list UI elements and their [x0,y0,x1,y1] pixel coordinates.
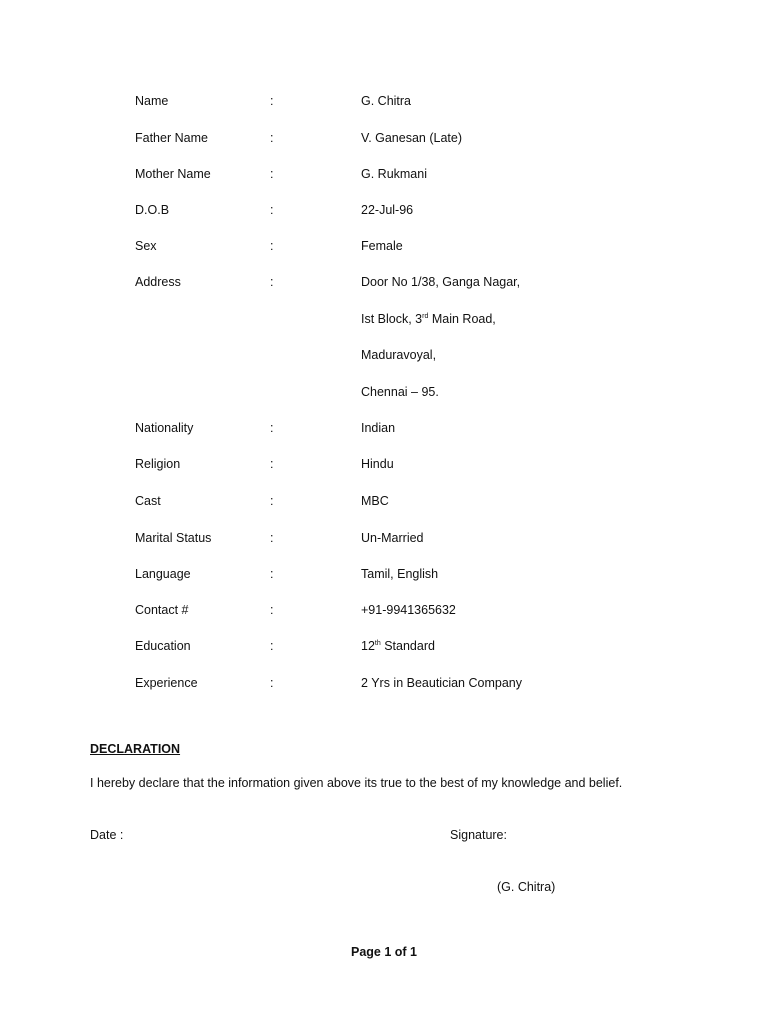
detail-colon: : [270,457,274,471]
declaration-text: I hereby declare that the information given above its true to the best of my knowledge and belief. [90,776,623,790]
declaration-heading: DECLARATION [90,742,181,756]
detail-value: Female [361,239,403,253]
detail-value: Maduravoyal, [361,348,437,362]
detail-label: Nationality [135,421,194,435]
detail-value: Tamil, English [361,567,439,581]
detail-row-address-line-4 [0,382,768,402]
detail-row-father-name [0,128,768,148]
detail-label: Contact # [135,603,189,617]
detail-value: 22-Jul-96 [361,203,414,217]
detail-colon: : [270,167,274,181]
detail-label: Religion [135,457,181,471]
value-superscript: rd [422,313,429,320]
detail-row-address-line-3 [0,345,768,365]
detail-colon: : [270,275,274,289]
detail-row-name [0,91,768,111]
detail-row-dob [0,200,768,220]
detail-row-contact [0,600,768,620]
value-text: Standard [380,639,435,653]
value-text: Main Road, [428,312,496,326]
detail-colon: : [270,203,274,217]
detail-value: V. Ganesan (Late) [361,131,462,145]
detail-value [361,636,435,656]
detail-row-mother-name [0,164,768,184]
signature-label: Signature: [450,828,507,842]
detail-colon: : [270,131,274,145]
detail-colon: : [270,639,274,653]
detail-row-education [0,636,768,656]
detail-label: Father Name [135,131,208,145]
detail-colon: : [270,94,274,108]
detail-colon: : [270,567,274,581]
detail-colon: : [270,421,274,435]
detail-label: Name [135,94,169,108]
detail-label: Education [135,639,191,653]
detail-row-marital-status [0,528,768,548]
detail-value: G. Rukmani [361,167,427,181]
detail-value: MBC [361,494,389,508]
detail-value: Un-Married [361,531,424,545]
detail-row-address-line-2 [0,309,768,329]
detail-row-address [0,272,768,292]
detail-value: 2 Yrs in Beautician Company [361,676,522,690]
page-number: Page 1 of 1 [351,945,417,959]
detail-row-sex [0,236,768,256]
detail-value: +91-9941365632 [361,603,456,617]
detail-colon: : [270,603,274,617]
detail-row-nationality [0,418,768,438]
signature-name: (G. Chitra) [497,880,556,894]
detail-value: Indian [361,421,396,435]
detail-row-religion [0,454,768,474]
page-footer [0,942,768,962]
detail-label: Sex [135,239,157,253]
detail-label: Address [135,275,181,289]
detail-colon: : [270,239,274,253]
detail-row-cast [0,491,768,511]
detail-value: Chennai – 95. [361,385,439,399]
detail-label: D.O.B [135,203,170,217]
date-label: Date : [90,828,124,842]
detail-label: Experience [135,676,198,690]
detail-value: G. Chitra [361,94,412,108]
detail-label: Marital Status [135,531,212,545]
value-text: Ist Block, 3 [361,312,423,326]
detail-value: Door No 1/38, Ganga Nagar, [361,275,521,289]
value-text: 12 [361,639,375,653]
value-superscript: th [374,640,381,647]
detail-value [361,309,496,329]
detail-row-experience [0,673,768,693]
detail-label: Language [135,567,191,581]
detail-colon: : [270,494,274,508]
detail-value: Hindu [361,457,394,471]
detail-row-language [0,564,768,584]
detail-label: Cast [135,494,161,508]
detail-colon: : [270,531,274,545]
detail-label: Mother Name [135,167,211,181]
detail-colon: : [270,676,274,690]
